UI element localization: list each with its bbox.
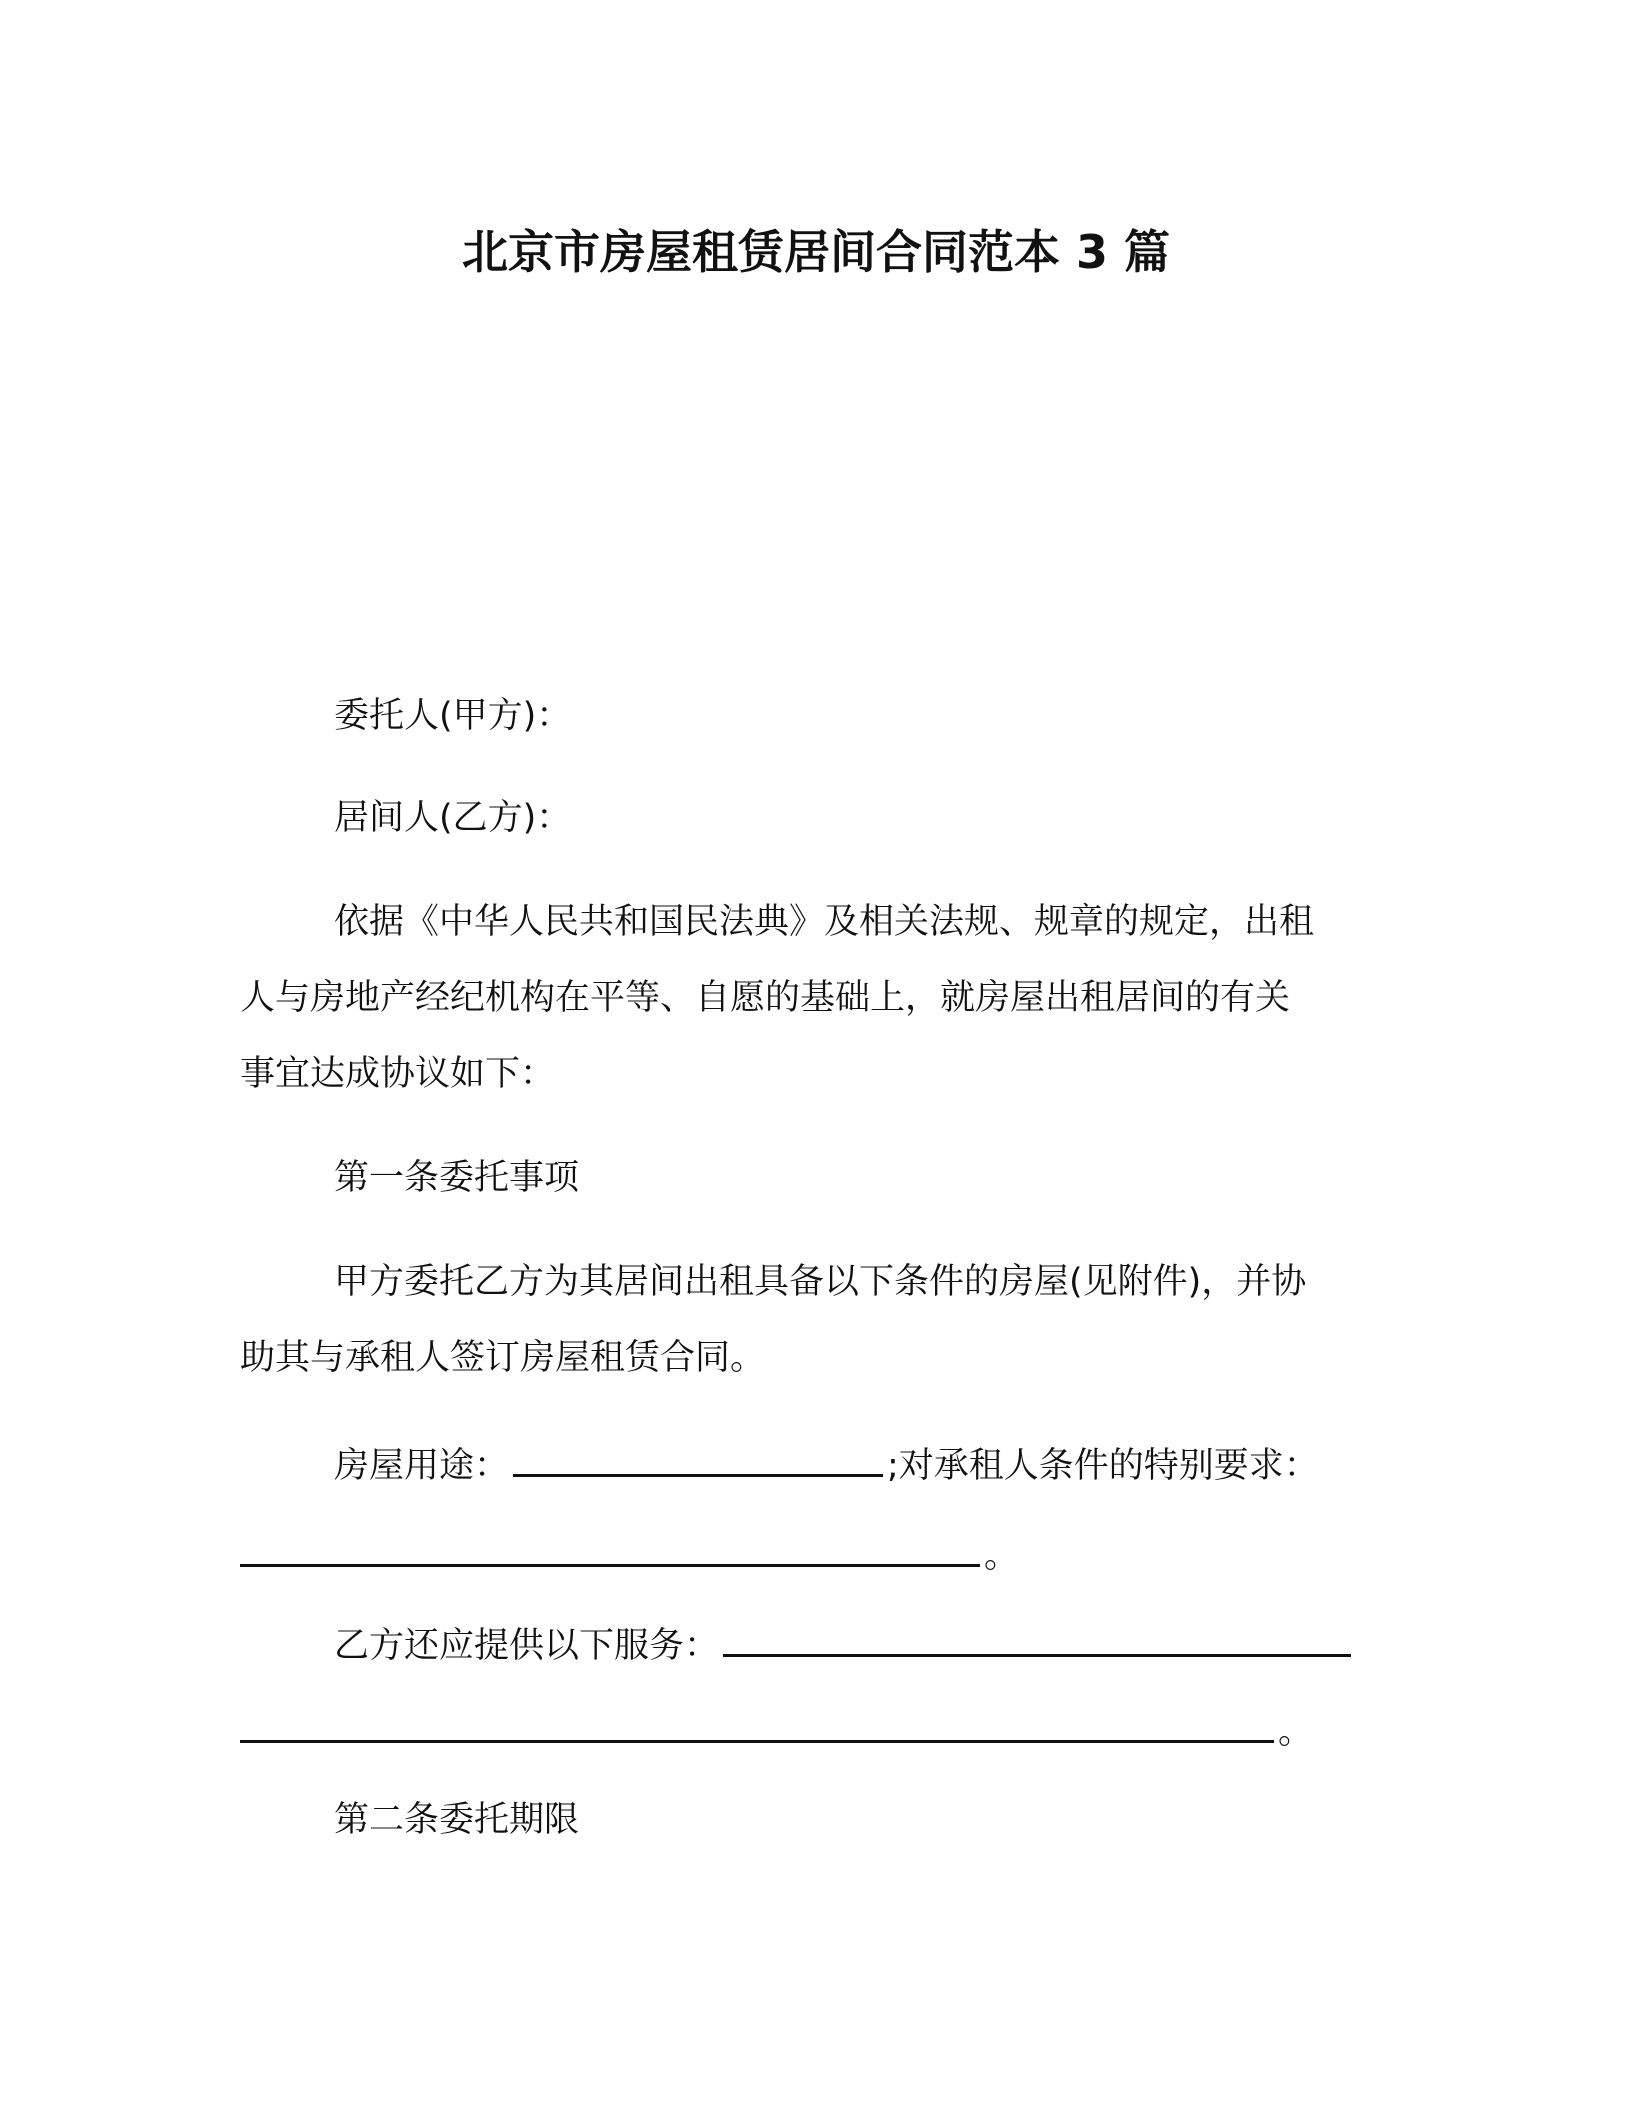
- tenant-requirements-label: ;对承租人条件的特别要求：: [887, 1446, 1319, 1486]
- services-row-2: [240, 1704, 1313, 1756]
- usage-blank[interactable]: [513, 1438, 883, 1477]
- preamble-line-2: 人与房地产经纪机构在平等、自愿的基础上，就房屋出租居间的有关: [240, 978, 1291, 1018]
- services-blank-2[interactable]: [240, 1704, 1274, 1743]
- services-blank-1[interactable]: [723, 1618, 1351, 1657]
- usage-label: 房屋用途：: [334, 1446, 510, 1486]
- document-title: 北京市房屋租赁居间合同范本 3 篇: [461, 225, 1171, 279]
- period-mark-2: 。: [1278, 1712, 1314, 1752]
- preamble-line-3: 事宜达成协议如下：: [240, 1054, 556, 1094]
- usage-row: [334, 1438, 1319, 1490]
- services-row: [334, 1618, 1355, 1670]
- services-label: 乙方还应提供以下服务：: [334, 1626, 720, 1666]
- client-label: 委托人(甲方)：: [334, 696, 572, 736]
- article-1-line-1: 甲方委托乙方为其居间出租具备以下条件的房屋(见附件)，并协: [334, 1262, 1307, 1302]
- article-1-heading: 第一条委托事项: [334, 1158, 580, 1198]
- intermediary-label: 居间人(乙方)：: [334, 798, 572, 838]
- article-2-heading: 第二条委托期限: [334, 1800, 580, 1840]
- article-1-line-2: 助其与承租人签订房屋租赁合同。: [240, 1338, 766, 1378]
- preamble-line-1: 依据《中华人民共和国民法典》及相关法规、规章的规定，出租: [334, 902, 1315, 942]
- requirements-row: [240, 1528, 1019, 1580]
- requirements-blank[interactable]: [240, 1528, 980, 1567]
- period-mark: 。: [984, 1536, 1020, 1576]
